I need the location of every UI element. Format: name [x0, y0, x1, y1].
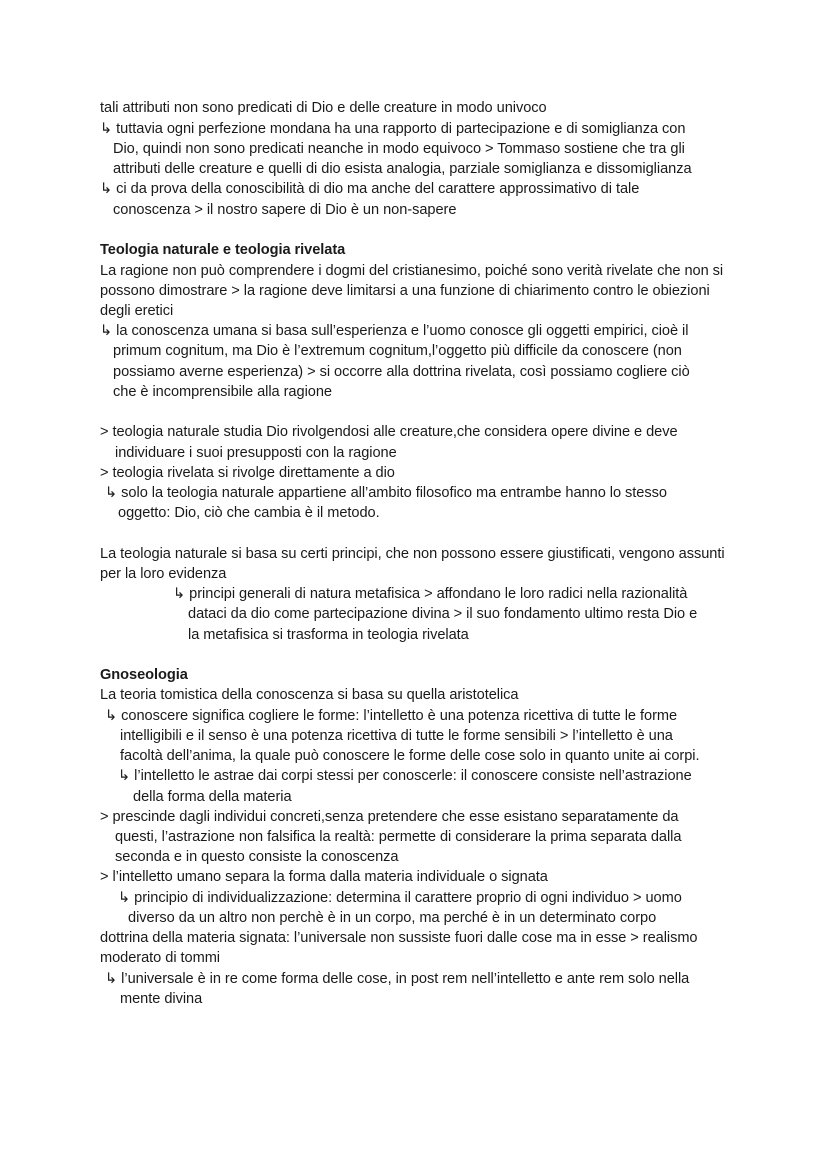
text-line: facoltà dell’anima, la quale può conoscere le forme delle cose solo in quanto unite ai corpi.: [120, 748, 700, 764]
text-line: conoscenza > il nostro sapere di Dio è un non-sapere: [113, 202, 457, 218]
text-line: dataci da dio come partecipazione divina > il suo fondamento ultimo resta Dio e: [188, 606, 698, 622]
text-line: ↳ principi generali di natura metafisica > affondano le loro radici nella razionalità: [173, 586, 688, 602]
text-line: La teoria tomistica della conoscenza si basa su quella aristotelica: [100, 687, 519, 703]
text-line: attributi delle creature e quelli di dio esista analogia, parziale somiglianza e dissomiglianza: [113, 161, 692, 177]
text-line: > l’intelletto umano separa la forma dalla materia individuale o signata: [100, 869, 548, 885]
text-line: ↳ l’intelletto le astrae dai corpi stessi per conoscerle: il conoscere consiste nell’astrazione: [118, 768, 692, 784]
text-line: ↳ l’universale è in re come forma delle cose, in post rem nell’intelletto e ante rem solo nella: [105, 971, 690, 987]
text-line: individuare i suoi presupposti con la ragione: [115, 445, 397, 461]
text-line: Dio, quindi non sono predicati neanche in modo equivoco > Tommaso sostiene che tra gli: [113, 141, 685, 157]
section-heading: Gnoseologia: [100, 667, 188, 683]
text-line: questi, l’astrazione non falsifica la realtà: permette di considerare la prima separata dalla: [115, 829, 682, 845]
text-line: la metafisica si trasforma in teologia rivelata: [188, 627, 469, 643]
text-line: moderato di tommi: [100, 950, 220, 966]
text-line: degli eretici: [100, 303, 174, 319]
text-line: diverso da un altro non perchè è in un corpo, ma perché è in un determinato corpo: [128, 910, 657, 926]
text-line: dottrina della materia signata: l’universale non sussiste fuori dalle cose ma in esse > realismo: [100, 930, 698, 946]
text-line: oggetto: Dio, ciò che cambia è il metodo.: [118, 505, 380, 521]
text-line: per la loro evidenza: [100, 566, 227, 582]
text-line: > teologia naturale studia Dio rivolgendosi alle creature,che considera opere divine e deve: [100, 424, 678, 440]
text-line: possono dimostrare > la ragione deve limitarsi a una funzione di chiarimento contro le obiezioni: [100, 283, 710, 299]
text-line: intelligibili e il senso è una potenza ricettiva di tutte le forme sensibili > l’intelletto è una: [120, 728, 673, 744]
text-line: della forma della materia: [133, 789, 292, 805]
text-line: > teologia rivelata si rivolge direttamente a dio: [100, 465, 395, 481]
text-line: che è incomprensibile alla ragione: [113, 384, 332, 400]
text-line: primum cognitum, ma Dio è l’extremum cognitum,l’oggetto più difficile da conoscere (non: [113, 343, 682, 359]
text-line: seconda e in questo consiste la conoscenza: [115, 849, 399, 865]
text-line: ↳ solo la teologia naturale appartiene all’ambito filosofico ma entrambe hanno lo stesso: [105, 485, 667, 501]
text-line: > prescinde dagli individui concreti,senza pretendere che esse esistano separatamente da: [100, 809, 679, 825]
text-line: mente divina: [120, 991, 203, 1007]
text-line: ↳ tuttavia ogni perfezione mondana ha una rapporto di partecipazione e di somiglianza con: [100, 121, 686, 137]
text-line: ↳ conoscere significa cogliere le forme: l’intelletto è una potenza ricettiva di tutte le forme: [105, 708, 678, 724]
text-line: La ragione non può comprendere i dogmi del cristianesimo, poiché sono verità rivelate che non si: [100, 263, 724, 279]
text-line: La teologia naturale si basa su certi principi, che non possono essere giustificati, vengono assunti: [100, 546, 725, 562]
text-line: possiamo averne esperienza) > si occorre alla dottrina rivelata, così possiamo cogliere ciò: [113, 364, 690, 380]
section-heading: Teologia naturale e teologia rivelata: [100, 242, 346, 258]
text-line: ↳ principio di individualizzazione: determina il carattere proprio di ogni individuo > uomo: [118, 890, 682, 906]
text-line: tali attributi non sono predicati di Dio e delle creature in modo univoco: [100, 100, 547, 116]
text-line: ↳ ci da prova della conoscibilità di dio ma anche del carattere approssimativo di tale: [100, 181, 640, 197]
text-line: ↳ la conoscenza umana si basa sull’esperienza e l’uomo conosce gli oggetti empirici, cioè il: [100, 323, 689, 339]
